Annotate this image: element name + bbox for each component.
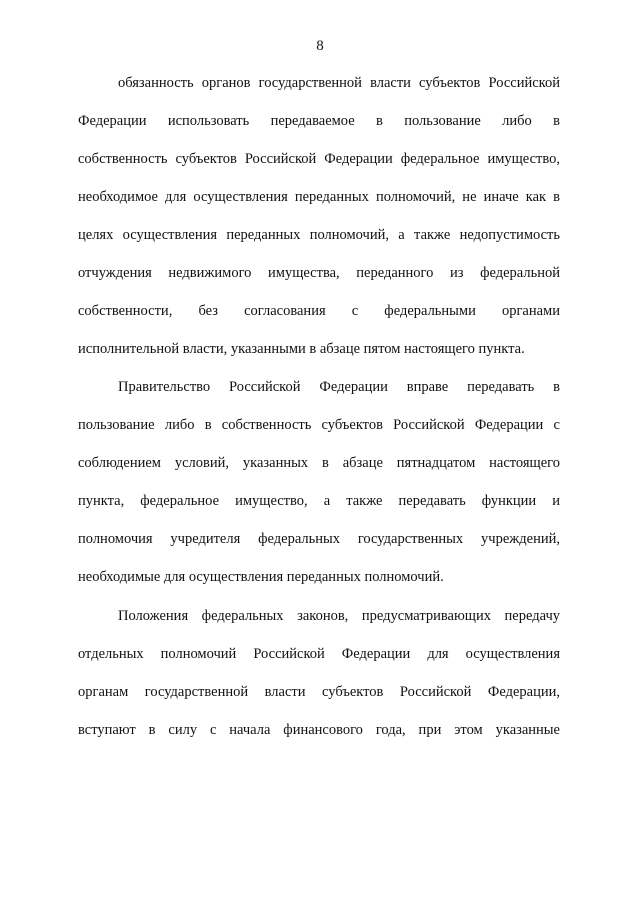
text-line: целях осуществления переданных полномочий, а также недопустимость: [78, 227, 560, 243]
text-line: исполнительной власти, указанными в абзаце пятом настоящего пункта.: [78, 341, 525, 357]
page-number: 8: [316, 38, 324, 54]
text-line: отдельных полномочий Российской Федерации для осуществления: [78, 646, 560, 662]
text-line: соблюдением условий, указанных в абзаце пятнадцатом настоящего: [78, 455, 560, 471]
text-line: собственности, без согласования с федеральными органами: [78, 303, 560, 319]
text-line: пользование либо в собственность субъектов Российской Федерации с: [78, 417, 560, 433]
text-line: Федерации использовать передаваемое в пользование либо в: [78, 113, 560, 129]
text-line: необходимое для осуществления переданных полномочий, не иначе как в: [78, 189, 560, 205]
text-line: отчуждения недвижимого имущества, переданного из федеральной: [78, 265, 560, 281]
text-line: необходимые для осуществления переданных полномочий.: [78, 569, 444, 585]
text-line: полномочия учредителя федеральных государственных учреждений,: [78, 531, 560, 547]
text-line: вступают в силу с начала финансового года, при этом указанные: [78, 722, 560, 738]
text-line: Правительство Российской Федерации вправе передавать в: [118, 379, 560, 395]
text-line: обязанность органов государственной власти субъектов Российской: [118, 75, 560, 91]
text-line: Положения федеральных законов, предусматривающих передачу: [118, 608, 560, 624]
text-line: пункта, федеральное имущество, а также передавать функции и: [78, 493, 560, 509]
text-line: органам государственной власти субъектов Российской Федерации,: [78, 684, 560, 700]
text-line: собственность субъектов Российской Федерации федеральное имущество,: [78, 151, 560, 167]
